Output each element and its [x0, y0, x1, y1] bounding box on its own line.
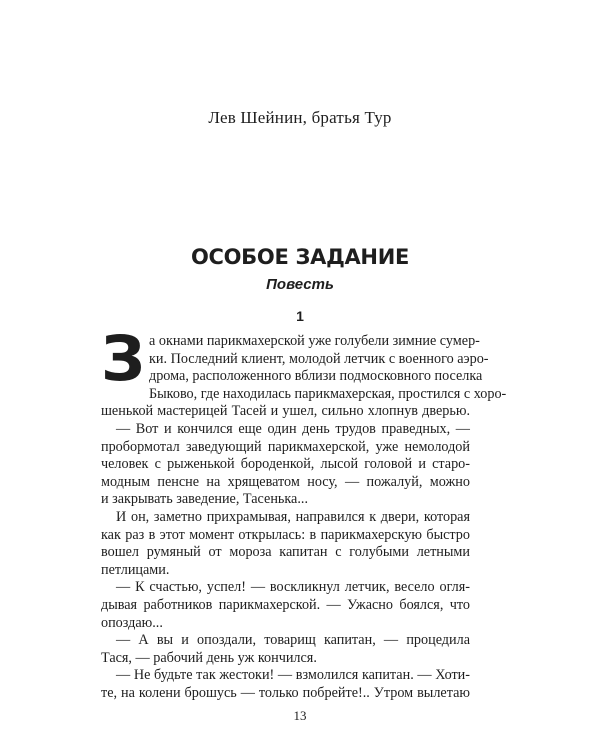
text-line: петлицами. [101, 561, 170, 578]
story-subtitle: Повесть [266, 276, 334, 293]
drop-cap: З [101, 322, 146, 395]
chapter-number: 1 [296, 308, 304, 324]
story-title: ОСОБОЕ ЗАДАНИЕ [190, 245, 410, 269]
text-line: дывая работников парикмахерской. — Ужасно боялся, что [101, 597, 470, 613]
text-line: ки. Последний клиент, молодой летчик с военного аэро- [149, 350, 489, 367]
running-header-author: Лев Шейнин, братья Тур [208, 108, 392, 127]
text-line: шенькой мастерицей Тасей и ушел, сильно хлопнув дверью. [101, 403, 470, 420]
text-line: — Вот и кончился еще один день трудов праведных, — [116, 421, 470, 437]
text-line: и закрывать заведение, Тасенька... [101, 491, 308, 508]
text-line: И он, заметно прихрамывая, направился к двери, которая [116, 509, 470, 525]
text-line: Тася, — рабочий день уж кончился. [101, 649, 317, 666]
text-line: дрома, расположенного вблизи подмосковного поселка [149, 368, 483, 385]
text-line: опоздаю... [101, 614, 163, 631]
text-line: — А вы и опоздали, товарищ капитан, — процедила [116, 632, 470, 649]
text-line: как раз в этот момент открылась: в парикмахерскую быстро [101, 526, 470, 543]
text-line: — К счастью, успел! — воскликнул летчик, весело огля- [116, 579, 470, 596]
text-line: — Не будьте так жестоки! — взмолился капитан. — Хоти- [116, 667, 470, 684]
text-line: а окнами парикмахерской уже голубели зимние сумер- [149, 333, 480, 349]
text-line: человек с рыженькой бороденкой, лысой головой и старо- [101, 456, 470, 473]
page-number: 13 [293, 708, 307, 723]
text-line: модным пенсне на хрящеватом носу, — пожалуй, можно [101, 473, 470, 490]
text-line: Быково, где находилась парикмахерская, простился с хоро- [149, 385, 507, 402]
text-line: пробормотал заведующий парикмахерской, уже немолодой [101, 438, 470, 455]
text-line: вошел румяный от мороза капитан с голубыми летными [101, 544, 470, 561]
text-line: те, на колени брошусь — только побрейте!.. Утром вылетаю [101, 685, 470, 701]
